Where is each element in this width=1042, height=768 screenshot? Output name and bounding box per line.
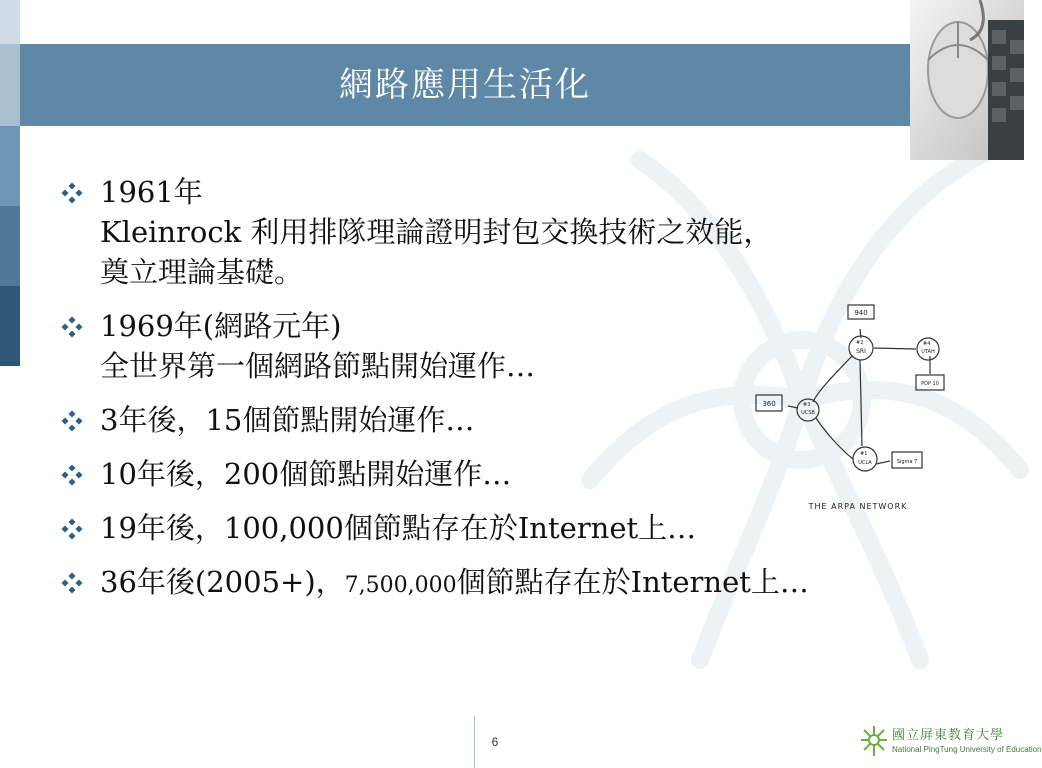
diamond-cluster-icon [62,411,82,431]
arpa-network-diagram [748,296,948,526]
bullet-text: 3年後，15個節點開始運作… [100,403,475,437]
bullet-text-prefix: 36年後(2005+)， [100,565,345,599]
node-utah-number: #4 [923,341,931,347]
bullet-text: 奠立理論基礎。 [100,255,304,289]
node-sri-label: SRI [856,348,866,355]
bullet-text: 全世界第一個網路節點開始運作… [100,349,536,383]
node-utah-label: UTAH [921,349,935,355]
node-sigma7-label: Sigma 7 [896,459,918,465]
node-ucsb-number: #3 [803,402,811,408]
flower-emblem-icon [858,722,890,762]
bullet-text: 10年後，200個節點開始運作… [100,457,512,491]
computer-mouse-photo [910,0,1024,160]
list-item [60,172,1020,292]
footer-divider [474,716,475,768]
bullet-text-count: 7,500,000 [344,573,457,598]
slide-title: 網路應用生活化 [339,65,591,105]
diamond-cluster-icon [62,465,82,485]
bullet-text: 1969年(網路元年) [100,309,342,343]
node-360-label: 360 [762,400,776,408]
node-ucla-label: UCLA [858,460,872,466]
diamond-cluster-icon [62,519,82,539]
diamond-cluster-icon [62,183,82,203]
diamond-cluster-icon [62,317,82,337]
diagram-caption: THE ARPA NETWORK [808,502,908,511]
node-ucla-number: #1 [860,451,868,457]
node-sri-number: #2 [856,340,864,346]
node-ucsb-label: UCSB [801,410,815,416]
bullet-text-suffix: 個節點存在於Internet上… [456,565,809,599]
node-940-label: 940 [854,309,868,317]
diamond-cluster-icon [62,573,82,593]
bullet-text: 19年後，100,000個節點存在於Internet上… [100,511,697,545]
bullet-text: 1961年 [100,175,203,209]
university-subtitle: National PingTung University of Education [892,745,1042,754]
bullet-text: Kleinrock 利用排隊理論證明封包交換技術之效能， [100,215,773,249]
node-pdp10-label: PDP 10 [921,381,939,387]
list-item [60,562,1020,606]
page-number: 6 [491,735,499,749]
university-name: 國立屏東教育大學 [892,728,1005,743]
left-accent-strip [0,0,20,768]
bullet-text [100,562,1020,606]
